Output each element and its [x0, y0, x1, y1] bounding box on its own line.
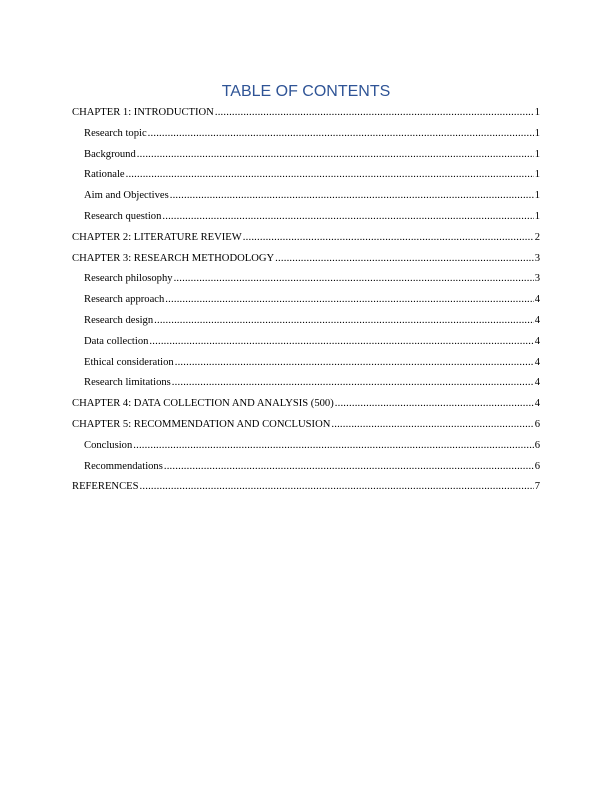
toc-entry[interactable] [72, 477, 540, 498]
toc-entry-text: Research philosophy [84, 273, 173, 285]
toc-title: TABLE OF CONTENTS [221, 83, 391, 100]
toc-dot-leader [154, 311, 534, 332]
toc-entry[interactable] [72, 124, 540, 145]
toc-page-number: 3 [534, 252, 540, 264]
toc-entry[interactable] [72, 311, 540, 332]
toc-page-number: 3 [534, 273, 540, 285]
toc-page-number: 6 [534, 439, 540, 451]
toc-entry-text: Research topic [84, 127, 147, 139]
toc-entry-text: Ethical consideration [84, 356, 174, 368]
toc-page-number: 4 [534, 356, 540, 368]
toc-page-number: 1 [534, 169, 540, 181]
toc-page-number: 1 [534, 127, 540, 139]
toc-entry-text: Background [84, 148, 136, 160]
toc-entry-text: CHAPTER 5: RECOMMENDATION AND CONCLUSION [72, 418, 331, 430]
toc-dot-leader [175, 353, 534, 374]
toc-dot-leader [243, 228, 534, 249]
toc-entry-text: Research design [84, 314, 154, 326]
toc-page-number: 4 [534, 294, 540, 306]
toc-entry-text: Rationale [84, 169, 125, 181]
toc-entry[interactable] [72, 145, 540, 166]
toc-entry[interactable] [72, 415, 540, 436]
toc-page-number: 6 [534, 460, 540, 472]
toc-entry-text: Data collection [84, 335, 149, 347]
toc-page-number: 1 [534, 148, 540, 160]
toc-page-number: 4 [534, 314, 540, 326]
toc-entry-text: REFERENCES [72, 481, 139, 493]
toc-page-number: 4 [534, 398, 540, 410]
toc-entry-text: Recommendations [84, 460, 163, 472]
toc-dot-leader [215, 103, 534, 124]
toc-dot-leader [165, 290, 533, 311]
toc-dot-leader [275, 249, 534, 270]
toc-page-number: 2 [534, 231, 540, 243]
toc-entry-text: CHAPTER 4: DATA COLLECTION AND ANALYSIS (500) [72, 398, 334, 410]
toc-list [72, 103, 540, 498]
toc-entry[interactable] [72, 103, 540, 124]
toc-dot-leader [164, 457, 534, 478]
toc-dot-leader [149, 332, 533, 353]
toc-dot-leader [331, 415, 533, 436]
toc-entry-text: Research limitations [84, 377, 171, 389]
toc-entry[interactable] [72, 394, 540, 415]
toc-entry[interactable] [72, 436, 540, 457]
toc-entry[interactable] [72, 290, 540, 311]
toc-entry[interactable] [72, 457, 540, 478]
toc-entry[interactable] [72, 353, 540, 374]
toc-dot-leader [126, 165, 534, 186]
toc-entry[interactable] [72, 332, 540, 353]
toc-dot-leader [170, 186, 534, 207]
toc-dot-leader [148, 124, 534, 145]
toc-entry-text: Conclusion [84, 439, 133, 451]
toc-entry-text: CHAPTER 3: RESEARCH METHODOLOGY [72, 252, 275, 264]
toc-page-number: 1 [534, 107, 540, 118]
toc-entry[interactable] [72, 249, 540, 270]
toc-dot-leader [174, 269, 534, 290]
toc-dot-leader [335, 394, 534, 415]
toc-dot-leader [162, 207, 533, 228]
toc-dot-leader [172, 373, 534, 394]
toc-page-number: 7 [534, 481, 540, 493]
toc-entry[interactable] [72, 186, 540, 207]
toc-entry[interactable] [72, 165, 540, 186]
toc-entry[interactable] [72, 373, 540, 394]
toc-entry[interactable] [72, 269, 540, 290]
toc-page-number: 4 [534, 335, 540, 347]
toc-entry-text: CHAPTER 1: INTRODUCTION [72, 107, 214, 118]
toc-dot-leader [137, 145, 534, 166]
toc-page-number: 1 [534, 210, 540, 222]
toc-page-number: 4 [534, 377, 540, 389]
toc-entry[interactable] [72, 228, 540, 249]
toc-page-number: 1 [534, 190, 540, 202]
toc-entry[interactable] [72, 207, 540, 228]
toc-entry-text: Research question [84, 210, 162, 222]
toc-dot-leader [140, 477, 534, 498]
toc-page-number: 6 [534, 418, 540, 430]
toc-entry-text: CHAPTER 2: LITERATURE REVIEW [72, 231, 242, 243]
toc-dot-leader [133, 436, 533, 457]
toc-entry-text: Research approach [84, 294, 165, 306]
toc-entry-text: Aim and Objectives [84, 190, 169, 202]
